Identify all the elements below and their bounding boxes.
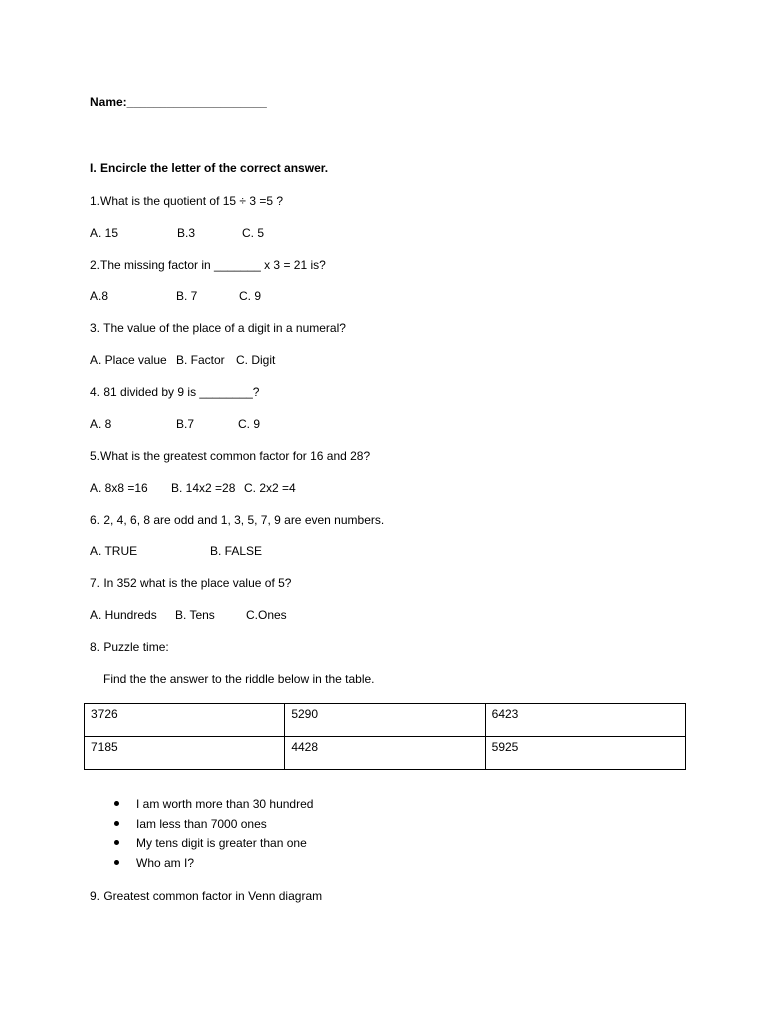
bullet-icon	[114, 821, 119, 826]
table-cell: 5290	[285, 704, 485, 737]
q7-option-a[interactable]: A. Hundreds	[90, 608, 157, 622]
table-cell: 5925	[485, 737, 685, 770]
q4-option-b[interactable]: B.7	[176, 417, 195, 431]
list-item	[90, 797, 313, 817]
question-1: 1.What is the quotient of 15 ÷ 3 =5 ?	[90, 194, 284, 208]
q1-option-a[interactable]: A. 15	[90, 226, 119, 240]
q4-option-a[interactable]: A. 8	[90, 417, 112, 431]
question-9: 9. Greatest common factor in Venn diagram	[90, 889, 323, 903]
table-cell: 4428	[285, 737, 485, 770]
question-3: 3. The value of the place of a digit in a numeral?	[90, 321, 346, 335]
q2-option-a[interactable]: A.8	[90, 289, 109, 303]
q6-option-b[interactable]: B. FALSE	[210, 544, 263, 558]
table-row	[85, 737, 686, 770]
list-item	[90, 836, 313, 856]
name-line: Name:_____________________	[90, 95, 267, 109]
q1-option-b[interactable]: B.3	[177, 226, 196, 240]
question-4: 4. 81 divided by 9 is ________?	[90, 385, 260, 399]
q7-option-b[interactable]: B. Tens	[175, 608, 215, 622]
puzzle-table	[84, 703, 686, 770]
list-item	[90, 856, 313, 876]
clue-text: I am worth more than 30 hundred	[136, 797, 314, 811]
question-7: 7. In 352 what is the place value of 5?	[90, 576, 292, 590]
list-item	[90, 817, 313, 837]
q3-option-b[interactable]: B. Factor	[176, 353, 225, 367]
q4-option-c[interactable]: C. 9	[238, 417, 261, 431]
q1-option-c[interactable]: C. 5	[242, 226, 265, 240]
section-title: I. Encircle the letter of the correct answer.	[90, 161, 329, 175]
q2-option-b[interactable]: B. 7	[176, 289, 198, 303]
q3-option-c[interactable]: C. Digit	[236, 353, 276, 367]
table-cell: 3726	[85, 704, 285, 737]
table-cell: 7185	[85, 737, 285, 770]
q2-option-c[interactable]: C. 9	[239, 289, 262, 303]
clue-text: Iam less than 7000 ones	[136, 816, 267, 831]
bullet-icon	[114, 860, 119, 865]
q7-option-c[interactable]: C.Ones	[246, 608, 287, 622]
table-row	[85, 704, 686, 737]
q5-option-a[interactable]: A. 8x8 =16	[90, 481, 148, 495]
q5-option-c[interactable]: C. 2x2 =4	[244, 481, 296, 495]
question-2: 2.The missing factor in _______ x 3 = 21 is?	[90, 258, 326, 272]
table-cell: 6423	[485, 704, 685, 737]
q3-option-a[interactable]: A. Place value	[90, 353, 167, 367]
puzzle-instruction: Find the the answer to the riddle below in the table.	[103, 672, 375, 686]
bullet-icon	[114, 801, 119, 806]
q5-option-b[interactable]: B. 14x2 =28	[171, 481, 236, 495]
riddle-clues	[90, 797, 313, 875]
clue-text: Who am I?	[136, 855, 195, 870]
clue-text: My tens digit is greater than one	[136, 836, 307, 851]
question-6: 6. 2, 4, 6, 8 are odd and 1, 3, 5, 7, 9 are even numbers.	[90, 513, 385, 527]
q6-option-a[interactable]: A. TRUE	[90, 544, 138, 558]
question-8-title: 8. Puzzle time:	[90, 640, 169, 654]
bullet-icon	[114, 840, 119, 845]
question-5: 5.What is the greatest common factor for 16 and 28?	[90, 449, 371, 463]
